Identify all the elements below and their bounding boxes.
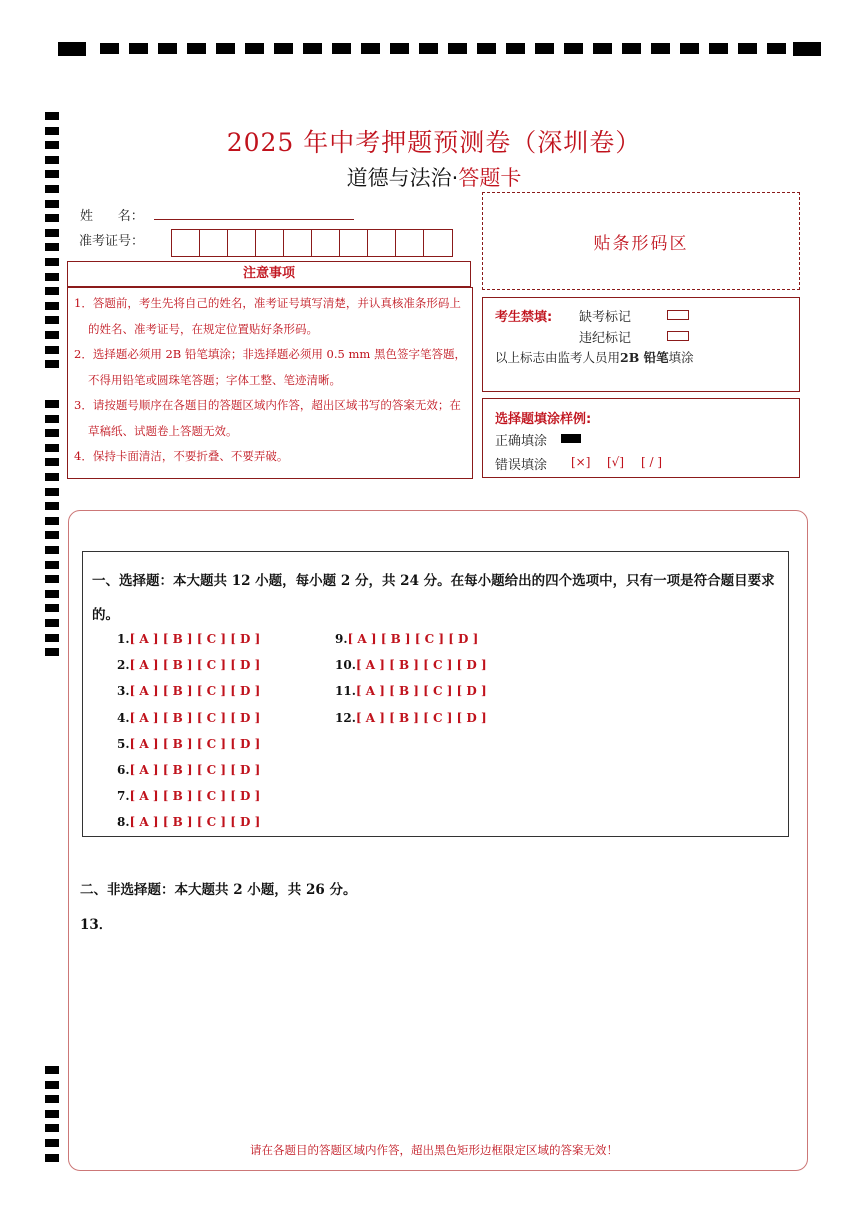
choice-question[interactable]	[117, 711, 260, 725]
timing-mark	[45, 302, 59, 310]
timing-mark	[245, 43, 264, 54]
answer-options[interactable]: [ A ] [ B ] [ C ] [ D ]	[129, 710, 261, 725]
timing-mark	[58, 42, 86, 56]
subject-label: 道德与法治·	[346, 166, 459, 190]
examinee-forbidden-box	[482, 297, 800, 392]
timing-mark	[45, 502, 59, 510]
timing-mark	[45, 531, 59, 539]
timing-mark	[448, 43, 467, 54]
timing-mark	[680, 43, 699, 54]
timing-mark	[622, 43, 641, 54]
page-title: 2025 年中考押题预测卷（深圳卷）	[226, 128, 642, 157]
name-label: 姓 名：	[80, 209, 144, 224]
question-number: 4.	[117, 710, 130, 725]
timing-mark	[187, 43, 206, 54]
timing-mark	[216, 43, 235, 54]
timing-mark	[709, 43, 728, 54]
timing-mark	[100, 43, 119, 54]
timing-mark	[767, 43, 786, 54]
wrong-mark-3: [ / ]	[641, 455, 663, 469]
timing-mark	[45, 1095, 59, 1103]
notice-item: 1．答题前，考生先将自己的姓名，准考证号填写清楚，并认真核准条形码上的姓名、准考证号，在规定位置贴好条形码。	[74, 296, 461, 336]
answer-options[interactable]: [ A ] [ B ] [ C ] [ D ]	[129, 632, 261, 646]
question-number: 8.	[117, 815, 130, 830]
timing-mark	[793, 42, 821, 56]
timing-mark	[45, 1124, 59, 1132]
timing-mark	[45, 229, 59, 237]
exam-number-cell[interactable]	[200, 230, 228, 256]
timing-mark	[564, 43, 583, 54]
timing-mark	[45, 546, 59, 554]
timing-mark	[45, 346, 59, 354]
exam-number-cell[interactable]	[424, 230, 452, 256]
timing-mark	[45, 273, 59, 281]
timing-mark	[45, 429, 59, 437]
timing-mark	[506, 43, 525, 54]
timing-mark	[45, 243, 59, 251]
timing-mark	[45, 360, 59, 368]
question-number: 7.	[117, 789, 130, 804]
question-number: 3.	[117, 684, 130, 699]
section1-heading: 一、选择题：本大题共 12 小题，每小题 2 分，共 24 分。在每小题给出的四个选项中，只有一项是符合题目要求的。	[92, 573, 775, 623]
timing-mark	[419, 43, 438, 54]
exam-number-cell[interactable]	[228, 230, 256, 256]
timing-mark	[651, 43, 670, 54]
correct-fill-sample	[561, 434, 581, 443]
forbid-note	[495, 348, 694, 366]
choice-question[interactable]	[335, 684, 487, 698]
timing-mark	[303, 43, 322, 54]
timing-mark	[45, 458, 59, 466]
name-field[interactable]	[154, 219, 354, 220]
timing-mark	[158, 43, 177, 54]
answer-options[interactable]: [ A ] [ B ] [ C ] [ D ]	[347, 632, 479, 646]
barcode-area	[482, 192, 800, 290]
timing-mark	[738, 43, 757, 54]
choice-question[interactable]	[335, 632, 478, 646]
absent-mark-box[interactable]	[667, 310, 689, 320]
card-label: 答题卡	[458, 166, 522, 190]
choice-question[interactable]	[335, 658, 487, 672]
exam-number-boxes[interactable]	[171, 229, 453, 257]
answer-options[interactable]: [ A ] [ B ] [ C ] [ D ]	[129, 736, 261, 751]
timing-mark	[45, 619, 59, 627]
wrong-mark-1: [×]	[571, 455, 591, 469]
timing-mark	[45, 1066, 59, 1074]
timing-mark	[45, 590, 59, 598]
timing-mark	[45, 561, 59, 569]
notice-item: 4．保持卡面清洁，不要折叠、不要弄破。	[74, 449, 289, 463]
question-13-label: 13．	[80, 917, 113, 933]
choice-question[interactable]	[117, 684, 260, 698]
fill-sample-box	[482, 398, 800, 478]
left-timing-marks-middle	[45, 400, 59, 655]
timing-mark	[477, 43, 496, 54]
forbid-title: 考生禁填:	[495, 310, 553, 325]
timing-mark	[45, 604, 59, 612]
choice-question[interactable]	[117, 789, 260, 803]
timing-mark	[45, 258, 59, 266]
timing-mark	[45, 415, 59, 423]
timing-mark	[593, 43, 612, 54]
notice-title: 注意事项	[67, 261, 471, 287]
exam-number-cell[interactable]	[396, 230, 424, 256]
timing-mark	[45, 1081, 59, 1089]
top-timing-marks	[58, 42, 820, 56]
question-number: 10.	[335, 658, 356, 673]
timing-mark	[332, 43, 351, 54]
exam-number-label: 准考证号：	[79, 234, 145, 249]
answer-options[interactable]: [ A ] [ B ] [ C ] [ D ]	[129, 763, 261, 777]
page-subtitle	[0, 162, 868, 192]
timing-mark	[45, 316, 59, 324]
choice-question[interactable]	[117, 658, 260, 672]
question-number: 2.	[117, 658, 130, 673]
answer-options[interactable]: [ A ] [ B ] [ C ] [ D ]	[129, 815, 261, 830]
question-number: 5.	[117, 736, 130, 751]
notice-item: 3．请按题号顺序在各题目的答题区域内作答，超出区域书写的答案无效；在草稿纸、试题卷上答题无效。	[74, 398, 461, 438]
notice-box	[67, 287, 473, 479]
timing-mark	[45, 575, 59, 583]
section2-heading: 二、非选择题：本大题共 2 小题，共 26 分。	[80, 882, 357, 898]
timing-mark	[45, 287, 59, 295]
question-number: 9.	[335, 632, 348, 646]
timing-mark	[45, 517, 59, 525]
timing-mark	[45, 331, 59, 339]
exam-number-cell[interactable]	[172, 230, 200, 256]
footer-note: 请在各题目的答题区域内作答，超出黑色矩形边框限定区域的答案无效！	[250, 1143, 618, 1157]
timing-mark	[45, 488, 59, 496]
exam-number-cell[interactable]	[340, 230, 368, 256]
question-number: 12.	[335, 710, 356, 725]
exam-number-cell[interactable]	[368, 230, 396, 256]
exam-number-cell[interactable]	[312, 230, 340, 256]
violation-mark-label: 违纪标记	[579, 331, 632, 346]
timing-mark	[535, 43, 554, 54]
forbid-note-suffix: 填涂	[668, 350, 694, 365]
violation-mark-box[interactable]	[667, 331, 689, 341]
timing-mark	[45, 112, 59, 120]
question-number: 6.	[117, 763, 130, 777]
barcode-label: 贴条形码区	[593, 233, 689, 254]
wrong-mark-2: [√]	[607, 455, 625, 469]
absent-mark-label: 缺考标记	[579, 310, 632, 325]
choice-question[interactable]	[335, 711, 487, 725]
timing-mark	[274, 43, 293, 54]
choice-question[interactable]	[117, 815, 260, 829]
question-number: 1.	[117, 632, 130, 646]
answer-options[interactable]: [ A ] [ B ] [ C ] [ D ]	[355, 684, 487, 699]
timing-mark	[361, 43, 380, 54]
exam-number-cell[interactable]	[256, 230, 284, 256]
answer-options[interactable]: [ A ] [ B ] [ C ] [ D ]	[129, 658, 261, 673]
exam-number-cell[interactable]	[284, 230, 312, 256]
timing-mark	[45, 444, 59, 452]
forbid-note-prefix: 以上标志由监考人员用	[495, 350, 621, 365]
timing-mark	[45, 473, 59, 481]
timing-mark	[390, 43, 409, 54]
correct-fill-label: 正确填涂	[495, 434, 548, 449]
timing-mark	[45, 214, 59, 222]
forbid-note-bold: 2B 铅笔	[620, 350, 669, 365]
choice-question[interactable]	[117, 632, 260, 646]
timing-mark	[45, 634, 59, 642]
choice-question[interactable]	[117, 763, 260, 777]
question-number: 11.	[335, 684, 356, 699]
answer-options[interactable]: [ A ] [ B ] [ C ] [ D ]	[355, 658, 487, 673]
timing-mark	[45, 1110, 59, 1118]
wrong-fill-label: 错误填涂	[495, 458, 548, 473]
answer-options[interactable]: [ A ] [ B ] [ C ] [ D ]	[129, 684, 261, 699]
answer-options[interactable]: [ A ] [ B ] [ C ] [ D ]	[129, 789, 261, 804]
choice-question[interactable]	[117, 737, 260, 751]
timing-mark	[45, 200, 59, 208]
timing-mark	[129, 43, 148, 54]
sample-title: 选择题填涂样例:	[495, 412, 592, 427]
answer-options[interactable]: [ A ] [ B ] [ C ] [ D ]	[355, 710, 487, 725]
timing-mark	[45, 648, 59, 656]
timing-mark	[45, 400, 59, 408]
notice-item: 2．选择题必须用 2B 铅笔填涂；非选择题必须用 0.5 mm 黑色签字笔答题，不得用铅笔或圆珠笔答题；字体工整、笔迹清晰。	[74, 347, 466, 387]
